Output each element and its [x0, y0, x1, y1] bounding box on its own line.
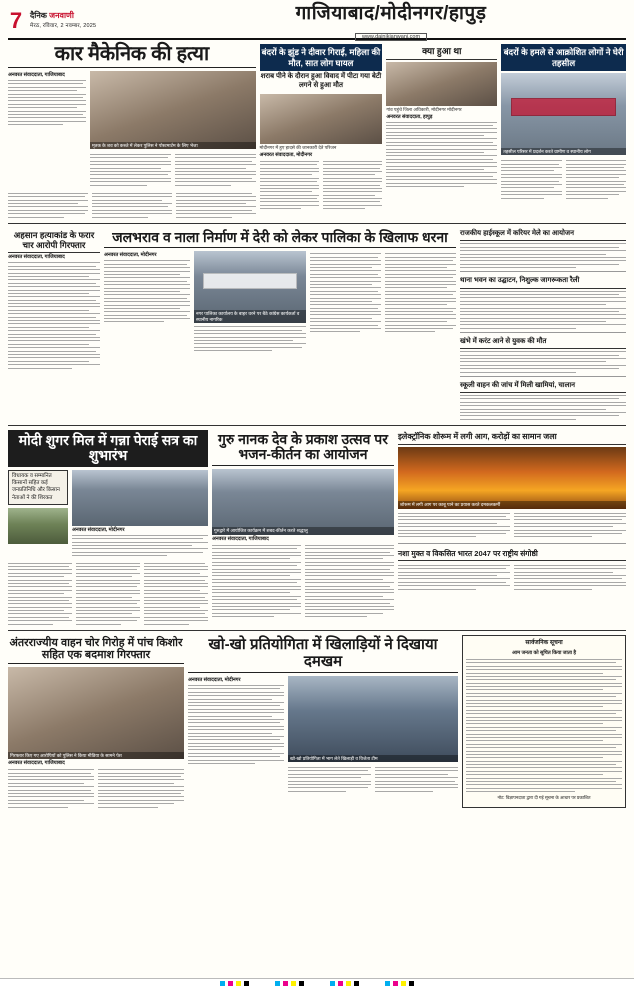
- what-happened-caption: गांव पहुंचे जिला अधिकारी, मोदीनगर मोदीनगर: [386, 106, 462, 112]
- fire-photo: [398, 447, 626, 509]
- what-happened-photo: [386, 62, 497, 106]
- dharna-body-c4: [385, 253, 456, 334]
- cyan-mark: [330, 981, 335, 986]
- dharna-photo-caption: नगर पालिका कार्यालय के बाहर धरने पर बैठे कांग्रेस कार्यकर्ता व स्थानीय नागरिक: [194, 310, 306, 323]
- bottom-band: [8, 635, 626, 810]
- khokho-headline: खो-खो प्रतियोगिता में खिलाड़ियों ने दिखाया दमखम: [188, 635, 458, 673]
- sugar-mill-body-a: [72, 535, 208, 556]
- page-title-block: [156, 0, 626, 43]
- khokho-byline: अनवरत संवाददाता, मोदीनगर: [188, 677, 241, 684]
- guru-nanak-story: [212, 430, 394, 627]
- cyan-mark: [275, 981, 280, 986]
- monkey-sub-headline: शराब पीने के दौरान हुआ विवाद में पीटा गया बेटी लगने से हुआ मौत: [260, 73, 382, 89]
- brief-4: [460, 380, 626, 420]
- vehicle-theft-photo: [8, 667, 184, 759]
- black-mark: [354, 981, 359, 986]
- ahsan-headline: अहसान हत्याकांड के फरार चार आरोपी गिरफ्तार: [8, 228, 100, 253]
- notice-footer: नोट: विज्ञापनदाता द्वारा दी गई सूचना के आधार पर प्रकाशित: [497, 795, 591, 801]
- registration-marks: [0, 978, 634, 988]
- what-happened-headline: क्या हुआ था: [386, 44, 497, 60]
- sugar-mill-kicker: विधायक व सम्मानित किसानों सहित कई जनप्रतिनिधि और किसान नेताओं ने की शिरकत: [8, 470, 68, 505]
- notice-subtitle: आम जनता को सूचित किया जाता है: [511, 649, 577, 656]
- khokho-caption: खो-खो प्रतियोगिता में भाग लेते खिलाड़ी व विजेता टीम: [288, 755, 458, 763]
- reg-group-2: [275, 981, 304, 986]
- fire-story: [398, 430, 626, 627]
- edition-prefix: दैनिक: [30, 11, 47, 21]
- lead-photo-caption: मृतक के शव को कब्जे में लेकर पुलिस ने पोस्टमार्टम के लिए भेजा: [90, 142, 256, 150]
- tehsil-protest-story: [501, 44, 626, 220]
- tehsil-headline: बंदरों के हमले से आक्रोशित लोगों ने घेरी तहसील: [501, 44, 626, 71]
- fire-body-c1: [398, 513, 510, 540]
- dharna-headline: जलभराव व नाला निर्माण में देरी को लेकर पालिका के खिलाफ धरना: [104, 228, 456, 248]
- khokho-story: [188, 635, 458, 810]
- monkey-story: [260, 44, 383, 220]
- seminar-headline: नशा मुक्त व विकसित भारत 2047 पर राष्ट्रीय संगोष्ठी: [398, 547, 626, 561]
- vehicle-theft-headline: अंतरराज्यीय वाहन चोर गिरोह में पांच किशोर सहित एक बदमाश गिरफ्तार: [8, 635, 184, 664]
- vehicle-theft-byline: अनवरत संवाददाता, गाजियाबाद: [8, 760, 65, 767]
- notice-box: [462, 635, 626, 808]
- seminar-body-c1: [398, 565, 510, 592]
- mid-band: [8, 228, 626, 422]
- fire-photo-caption: शोरूम में लगी आग पर काबू पाने का प्रयास करते दमकलकर्मी: [398, 501, 626, 509]
- top-band: [8, 44, 626, 220]
- lead-body-c2: [92, 193, 172, 220]
- dharna-body-c2: [194, 326, 306, 351]
- sugar-mill-body-c1: [8, 563, 72, 627]
- magenta-mark: [228, 981, 233, 986]
- yellow-mark: [236, 981, 241, 986]
- public-notice: [462, 635, 626, 810]
- reg-group-3: [330, 981, 359, 986]
- edition-day: रविवार,: [42, 23, 59, 30]
- vehicle-theft-caption: गिरफ्तार किए गए आरोपियों को पुलिस ने किया मीडिया के सामने पेश: [8, 752, 184, 760]
- yellow-mark: [291, 981, 296, 986]
- sugar-mill-body-c2: [76, 563, 140, 627]
- sugar-mill-headline: मोदी शुगर मिल में गन्ना पेराई सत्र का शुभारंभ: [8, 430, 208, 467]
- brief-4-body: [460, 395, 626, 420]
- edition-date: 2 नवम्बर, 2025: [60, 23, 97, 30]
- notice-title: सार्वजनिक सूचना: [525, 640, 563, 647]
- reg-group-4: [385, 981, 414, 986]
- sugar-mill-body-c3: [144, 563, 208, 627]
- yellow-mark: [346, 981, 351, 986]
- magenta-mark: [283, 981, 288, 986]
- brief-3-body: [460, 351, 626, 372]
- website-url[interactable]: www.dainikjanwani.com: [355, 33, 427, 41]
- magenta-mark: [338, 981, 343, 986]
- page-number: 7: [9, 7, 23, 33]
- brief-4-headline: स्कूली वाहन की जांच में मिली खामियां, चालान: [460, 380, 626, 393]
- lead-byline: अनवरत संवाददाता, गाजियाबाद: [8, 72, 65, 78]
- tehsil-photo-caption: तहसील परिसर में प्रदर्शन करते ग्रामीण व स्थानीय लोग: [501, 148, 626, 156]
- dharna-body-c1: [104, 260, 190, 322]
- briefs-column: [460, 228, 626, 422]
- ahsan-case-story: [8, 228, 100, 422]
- edition-brand: जनवाणी: [49, 11, 74, 21]
- tehsil-photo: [501, 73, 626, 155]
- guru-nanak-byline: अनवरत संवाददाता, गाजियाबाद: [212, 535, 269, 542]
- monkey-body-c2: [323, 161, 382, 212]
- lead-photo: [90, 71, 256, 149]
- sugar-mill-story: [8, 430, 208, 627]
- black-mark: [299, 981, 304, 986]
- divider-top: [8, 223, 626, 224]
- lead-body-c1: [8, 193, 88, 220]
- edition-city: मेरठ,: [30, 23, 42, 30]
- monkey-photo: [260, 94, 383, 144]
- brief-3: [460, 336, 626, 373]
- lower-band: [8, 430, 626, 627]
- vehicle-theft-body-c1: [8, 769, 94, 810]
- sugar-mill-photo: [72, 470, 208, 526]
- khokho-photo: [288, 676, 458, 762]
- vehicle-theft-story: [8, 635, 184, 810]
- yellow-mark: [401, 981, 406, 986]
- guru-nanak-body-c2: [305, 545, 394, 620]
- dharna-story: [104, 228, 456, 422]
- khokho-body-c2: [288, 767, 371, 794]
- sugar-mill-byline: अनवरत संवाददाता, मोदीनगर: [72, 526, 125, 533]
- fire-body-c2: [514, 513, 626, 540]
- monkey-body-c1: [260, 161, 319, 212]
- lead-body-mid: [90, 154, 171, 188]
- what-happened-body: [386, 122, 497, 187]
- brief-1-body: [460, 243, 626, 268]
- reg-group-1: [220, 981, 249, 986]
- what-happened-story: [386, 44, 497, 220]
- divider-mid: [8, 425, 626, 426]
- masthead: [8, 2, 626, 40]
- edition-block: [30, 10, 150, 30]
- monkey-photo-caption: मोदीनगर में हुए हादसे की जानकारी देते परिजन: [259, 145, 337, 151]
- khokho-body-c1: [188, 685, 284, 764]
- brief-2-body: [460, 291, 626, 329]
- lead-body-left: [8, 80, 86, 125]
- ahsan-body: [8, 262, 100, 368]
- ahsan-byline: अनवरत संवाददाता, गाजियाबाद: [8, 254, 65, 261]
- lead-body-c3: [176, 193, 256, 220]
- cyan-mark: [220, 981, 225, 986]
- monkey-byline: अनवरत संवाददाता, मोदीनगर: [259, 151, 313, 158]
- monkey-headline: बंदरों के झुंड ने दीवार गिराई, महिला की मौत, सात लोग घायल: [260, 44, 383, 71]
- brief-1-headline: राजकीय हाईस्कूल में करियर मेले का आयोजन: [460, 228, 626, 241]
- magenta-mark: [393, 981, 398, 986]
- brief-2-headline: थाना भवन का उद्घाटन, निशुल्क जागरूकता रैली: [460, 275, 626, 288]
- lead-story: [8, 44, 256, 220]
- notice-body: [466, 659, 622, 792]
- what-happened-byline: अनवरत संवाददाता, हापुड़: [386, 113, 433, 120]
- divider-lower: [8, 630, 626, 631]
- black-mark: [409, 981, 414, 986]
- guru-nanak-body-c1: [212, 545, 301, 620]
- black-mark: [244, 981, 249, 986]
- khokho-body-c3: [375, 767, 458, 794]
- lead-body-right: [175, 154, 256, 188]
- guru-nanak-caption: गुरुद्वारे में आयोजित कार्यक्रम में शबद-कीर्तन करते श्रद्धालु: [212, 527, 394, 535]
- lead-headline: कार मैकेनिक की हत्या: [8, 44, 256, 68]
- guru-nanak-headline: गुरु नानक देव के प्रकाश उत्सव पर भजन-कीर्तन का आयोजन: [212, 430, 394, 466]
- dharna-byline: अनवरत संवाददाता, मोदीनगर: [104, 252, 157, 259]
- brief-2: [460, 275, 626, 329]
- brief-3-headline: खंभे में करंट आने से युवक की मौत: [460, 336, 626, 349]
- vehicle-theft-body-c2: [98, 769, 184, 810]
- tehsil-body-c2: [566, 160, 626, 201]
- guru-nanak-photo: [212, 469, 394, 535]
- dharna-body-c3: [310, 253, 381, 334]
- seminar-body-c2: [514, 565, 626, 592]
- sugar-mill-photo-small: [8, 508, 68, 544]
- page-title: गाजियाबाद/मोदीनगर/हापुड़: [295, 2, 487, 24]
- fire-headline: इलेक्ट्रॉनिक शोरूम में लगी आग, करोड़ों का सामान जला: [398, 430, 626, 445]
- cyan-mark: [385, 981, 390, 986]
- tehsil-body-c1: [501, 160, 561, 201]
- dharna-photo: [194, 251, 306, 323]
- brief-1: [460, 228, 626, 268]
